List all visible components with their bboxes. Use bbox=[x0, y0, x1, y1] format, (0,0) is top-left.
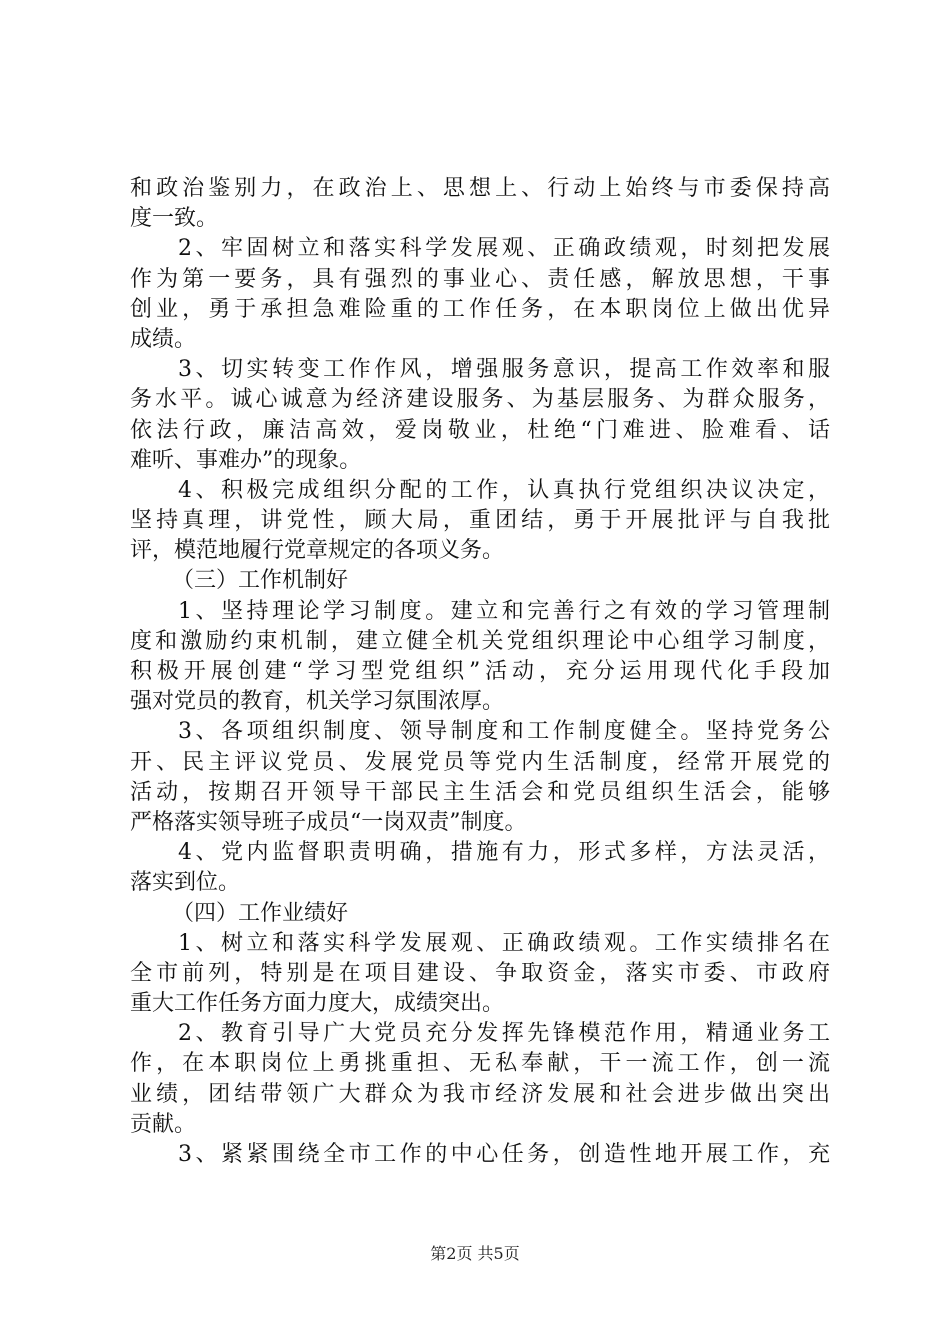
text-line: 和政治鉴别力，在政治上、思想上、行动上始终与市委保持高 bbox=[130, 176, 830, 201]
text-line: 务水平。诚心诚意为经济建设服务、为基层服务、为群众服务， bbox=[130, 387, 830, 413]
text-line: 强对党员的教育，机关学习氛围浓厚。 bbox=[130, 689, 505, 715]
text-line: 落实到位。 bbox=[130, 870, 241, 896]
text-line: 1、树立和落实科学发展观、正确政绩观。工作实绩排名在 bbox=[178, 930, 830, 956]
text-line: 度一致。 bbox=[130, 206, 219, 232]
text-line: 创业，勇于承担急难险重的工作任务，在本职岗位上做出优异 bbox=[130, 296, 830, 322]
text-line: 4、积极完成组织分配的工作，认真执行党组织决议决定， bbox=[178, 477, 830, 503]
text-line: 依法行政，廉洁高效，爱岗敬业，杜绝“门难进、脸难看、话 bbox=[130, 417, 830, 443]
text-line: 3、切实转变工作作风，增强服务意识，提高工作效率和服 bbox=[178, 357, 830, 383]
text-line: 成绩。 bbox=[130, 326, 197, 352]
text-line: 4、党内监督职责明确，措施有力，形式多样，方法灵活， bbox=[178, 840, 830, 866]
section-heading: （四）工作业绩好 bbox=[172, 900, 349, 926]
text-line: 业绩，团结带领广大群众为我市经济发展和社会进步做出突出 bbox=[130, 1081, 830, 1107]
text-line: 开、民主评议党员、发展党员等党内生活制度，经常开展党的 bbox=[130, 749, 830, 775]
text-line: 1、坚持理论学习制度。建立和完善行之有效的学习管理制 bbox=[178, 598, 830, 624]
document-body bbox=[130, 174, 830, 1170]
text-line: 作为第一要务，具有强烈的事业心、责任感，解放思想，干事 bbox=[130, 266, 830, 292]
text-line: 难听、事难办”的现象。 bbox=[130, 447, 362, 473]
text-line: 活动，按期召开领导干部民主生活会和党员组织生活会，能够 bbox=[130, 779, 830, 805]
text-line: 3、各项组织制度、领导制度和工作制度健全。坚持党务公 bbox=[178, 719, 830, 745]
section-heading: （三）工作机制好 bbox=[172, 568, 349, 594]
text-line: 严格落实领导班子成员“一岗双责”制度。 bbox=[130, 809, 527, 835]
text-line: 重大工作任务方面力度大，成绩突出。 bbox=[130, 991, 505, 1017]
text-line: 度和激励约束机制，建立健全机关党组织理论中心组学习制度， bbox=[130, 628, 830, 654]
text-line: 3、紧紧围绕全市工作的中心任务，创造性地开展工作，充 bbox=[178, 1142, 830, 1167]
text-line: 评，模范地履行党章规定的各项义务。 bbox=[130, 538, 505, 564]
text-line: 作，在本职岗位上勇挑重担、无私奉献，干一流工作，创一流 bbox=[130, 1051, 830, 1077]
text-line: 2、教育引导广大党员充分发挥先锋模范作用，精通业务工 bbox=[178, 1021, 830, 1047]
text-line: 贡献。 bbox=[130, 1111, 197, 1137]
text-line: 全市前列，特别是在项目建设、争取资金，落实市委、市政府 bbox=[130, 960, 830, 986]
page-number: 第2页 共5页 bbox=[430, 1244, 520, 1263]
text-line: 积极开展创建“学习型党组织”活动，充分运用现代化手段加 bbox=[130, 659, 830, 684]
text-line: 2、牢固树立和落实科学发展观、正确政绩观，时刻把发展 bbox=[178, 236, 830, 262]
text-line: 坚持真理，讲党性，顾大局，重团结，勇于开展批评与自我批 bbox=[130, 508, 830, 534]
